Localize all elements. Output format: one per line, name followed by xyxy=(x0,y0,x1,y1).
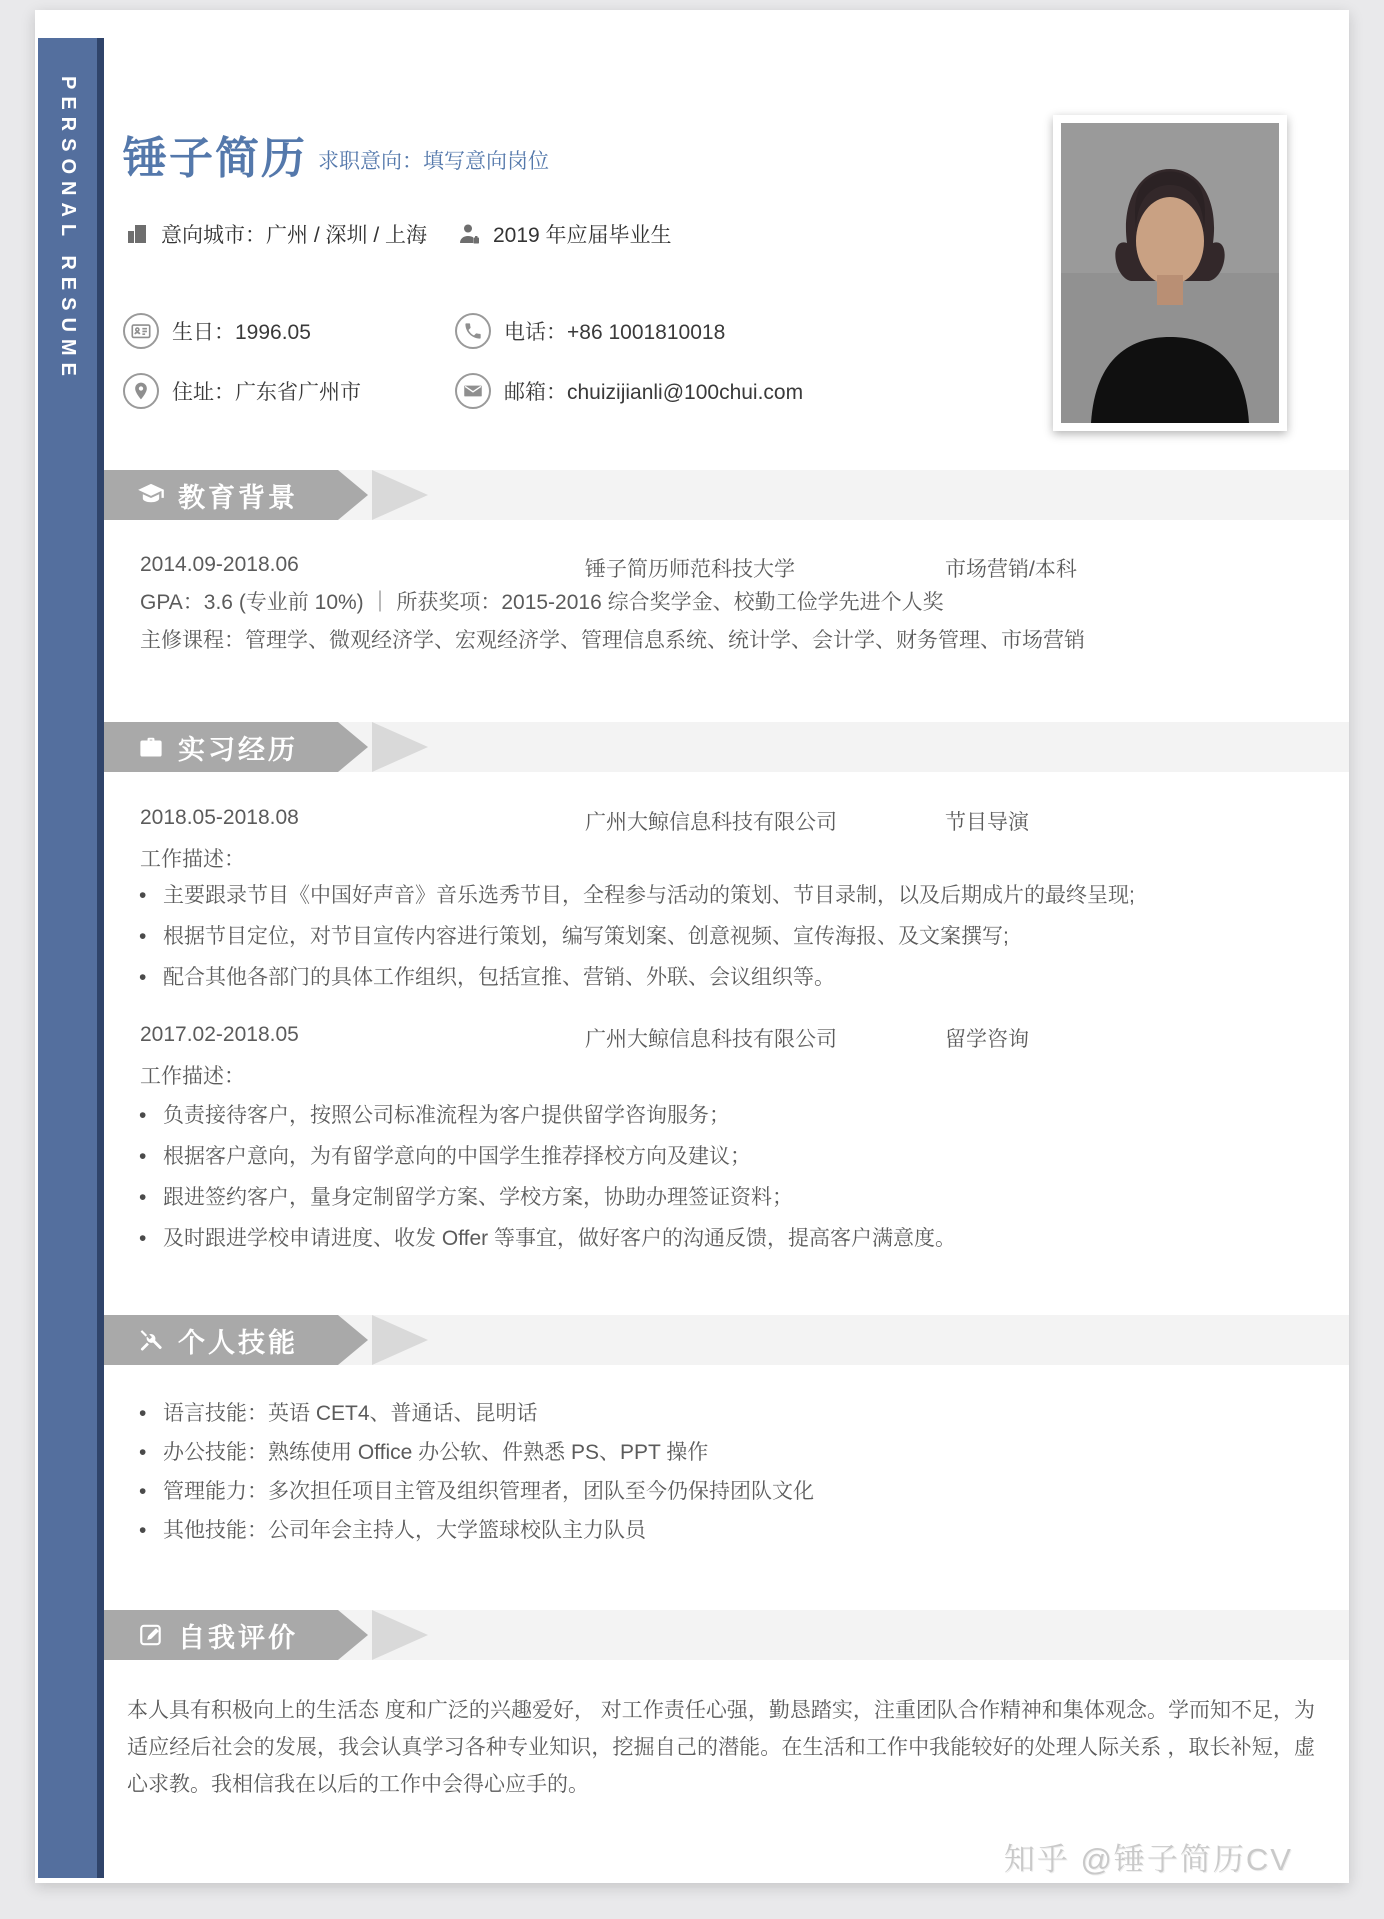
envelope-icon xyxy=(455,373,491,409)
building-icon xyxy=(123,220,151,248)
phone-icon xyxy=(455,313,491,349)
education-courses: 主修课程：管理学、微观经济学、宏观经济学、管理信息系统、统计学、会计学、财务管理、市场营销 xyxy=(140,629,1085,652)
contact-email-text: 邮箱：chuizijianli@100chui.com xyxy=(504,381,804,404)
education-row xyxy=(140,553,1315,583)
section-education xyxy=(85,470,1349,520)
list-item: • 语言技能：英语 CET4、普通话、昆明话 xyxy=(135,1400,1289,1428)
job-company: 广州大鲸信息科技有限公司 xyxy=(585,811,837,834)
contact-email xyxy=(455,372,803,410)
job-role: 留学咨询 xyxy=(945,1028,1029,1051)
list-item: • 办公技能：熟练使用 Office 办公软、件熟悉 PS、PPT 操作 xyxy=(135,1439,1289,1467)
resume-page xyxy=(35,10,1349,1883)
contact-phone xyxy=(455,312,725,350)
job-desc-label: 工作描述： xyxy=(140,848,245,871)
sidebar-ribbon xyxy=(38,38,104,1878)
section-evaluation xyxy=(85,1610,1349,1660)
list-item: • 及时跟进学校申请进度、收发 Offer 等事宜，做好客户的沟通反馈，提高客户满意度。 xyxy=(135,1225,1289,1253)
tools-icon xyxy=(137,1326,165,1354)
job-desc-label: 工作描述： xyxy=(140,1065,245,1088)
section-title: 实习经历 xyxy=(178,734,298,765)
section-banner xyxy=(85,722,338,772)
list-item: • 根据客户意向，为有留学意向的中国学生推荐择校方向及建议； xyxy=(135,1143,1289,1171)
graduate-person-icon xyxy=(455,220,483,248)
section-banner xyxy=(85,470,338,520)
section-internship xyxy=(85,722,1349,772)
list-item: • 跟进签约客户，量身定制留学方案、学校方案，协助办理签证资料； xyxy=(135,1184,1289,1212)
job-intention: 求职意向：填写意向岗位 xyxy=(318,150,549,173)
id-card-icon xyxy=(123,313,159,349)
profile-photo xyxy=(1053,115,1287,431)
sidebar-vertical-label: PERSONAL RESUME xyxy=(57,76,79,383)
section-banner xyxy=(85,1610,338,1660)
contact-address-text: 住址：广东省广州市 xyxy=(172,381,361,404)
location-pin-icon xyxy=(123,373,159,409)
evaluation-text: 本人具有积极向上的生活态 度和广泛的兴趣爱好， 对工作责任心强，勤恳踏实，注重团队合作精神和集体观念。学而知不足，为适应经后社会的发展，我会认真学习各种专业知识，挖掘自己的潜能。在生活和工作中我能较好的处理人际关系 ，取长补短，虚心求教。我相信我在以后的工作中会得心应手的。 xyxy=(127,1699,1315,1796)
section-skills xyxy=(85,1315,1349,1365)
job-row xyxy=(140,1023,1315,1053)
job-row xyxy=(140,806,1315,836)
section-title: 自我评价 xyxy=(178,1622,298,1653)
contact-address xyxy=(123,372,361,410)
meta-graduate-text: 2019 年应届毕业生 xyxy=(493,224,672,247)
list-item: • 其他技能：公司年会主持人，大学篮球校队主力队员 xyxy=(135,1517,1289,1545)
job-bullet-list xyxy=(135,882,1289,1005)
pen-square-icon xyxy=(137,1621,165,1649)
meta-city-text: 意向城市：广州 / 深圳 / 上海 xyxy=(161,224,428,247)
meta-graduate xyxy=(455,218,672,250)
job-role: 节目导演 xyxy=(945,811,1029,834)
briefcase-icon xyxy=(137,733,165,761)
education-period: 2014.09-2018.06 xyxy=(140,553,299,576)
education-major: 市场营销/本科 xyxy=(945,558,1077,581)
education-school: 锤子简历师范科技大学 xyxy=(585,558,795,581)
job-period: 2017.02-2018.05 xyxy=(140,1023,299,1046)
contact-birthday xyxy=(123,312,311,350)
job-company: 广州大鲸信息科技有限公司 xyxy=(585,1028,837,1051)
list-item: • 主要跟录节目《中国好声音》音乐选秀节目，全程参与活动的策划、节目录制，以及后期成片的最终呈现; xyxy=(135,882,1289,910)
section-banner xyxy=(85,1315,338,1365)
list-item: • 负责接待客户，按照公司标准流程为客户提供留学咨询服务； xyxy=(135,1102,1289,1130)
section-title: 教育背景 xyxy=(178,482,298,513)
skills-list xyxy=(135,1400,1289,1556)
job-period: 2018.05-2018.08 xyxy=(140,806,299,829)
list-item: • 根据节目定位，对节目宣传内容进行策划，编写策划案、创意视频、宣传海报、及文案撰写; xyxy=(135,923,1289,951)
list-item: • 管理能力：多次担任项目主管及组织管理者，团队至今仍保持团队文化 xyxy=(135,1478,1289,1506)
watermark: 知乎 @锤子简历CV xyxy=(1003,1842,1293,1877)
section-title: 个人技能 xyxy=(178,1327,298,1358)
candidate-name: 锤子简历 xyxy=(123,134,307,183)
contact-birthday-text: 生日：1996.05 xyxy=(172,321,311,344)
meta-city xyxy=(123,218,427,250)
graduation-cap-icon xyxy=(137,481,165,509)
contact-phone-text: 电话：+86 1001810018 xyxy=(504,321,726,344)
education-gpa-awards: GPA：3.6 (专业前 10%) ｜ 所获奖项：2015-2016 综合奖学金、校勤工俭学先进个人奖 xyxy=(140,591,944,614)
job-bullet-list xyxy=(135,1102,1289,1266)
list-item: • 配合其他各部门的具体工作组织，包括宣推、营销、外联、会议组织等。 xyxy=(135,964,1289,992)
